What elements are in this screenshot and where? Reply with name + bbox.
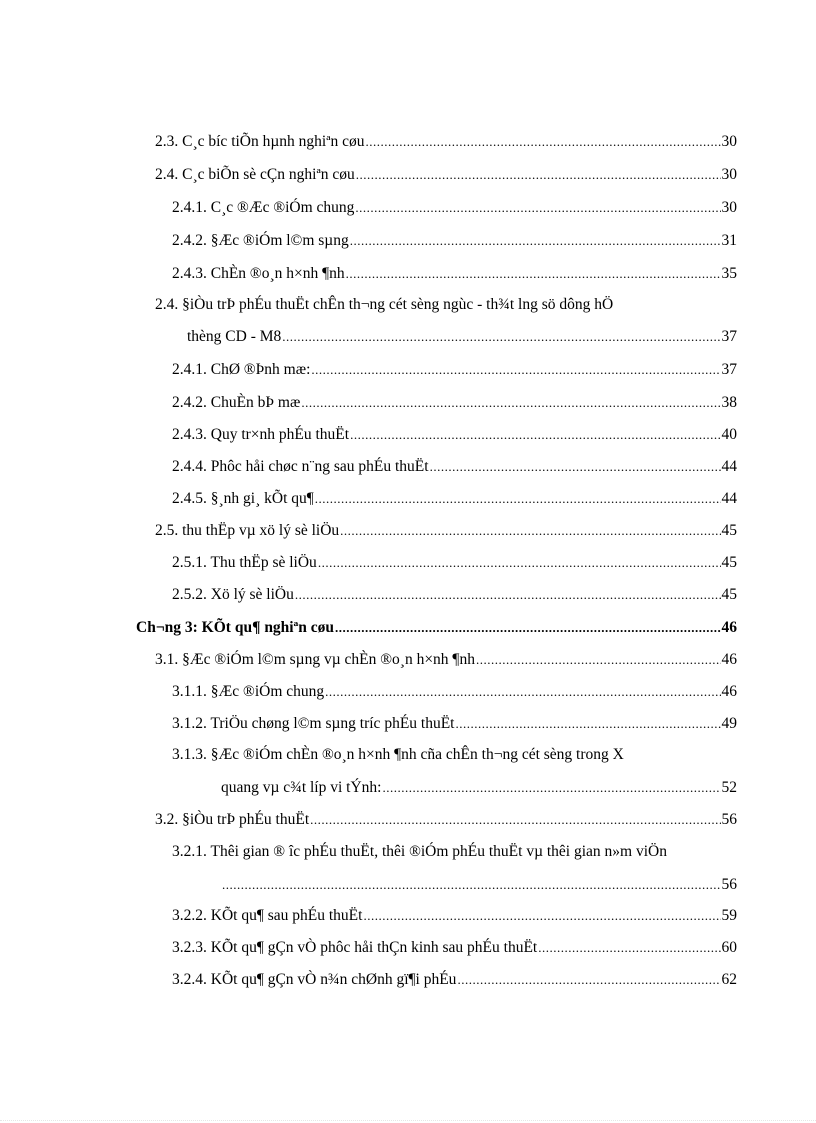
toc-entry-2-4-3: 2.4.3. ChÈn ®o¸n h×nh ¶nh ..... 35 bbox=[172, 265, 737, 283]
toc-entry-2-4-1b: 2.4.1. ChØ ®Þnh mæ: ..... 37 bbox=[172, 361, 737, 379]
toc-entry-2-5-1: 2.5.1. Thu thËp sè liÖu ..... 45 bbox=[172, 554, 737, 572]
toc-entry-2-4-2: 2.4.2. §Æc ®iÓm l©m sµng ..... 31 bbox=[172, 232, 737, 250]
toc-entry-3-1-3-line2: quang vµ c¾t líp vi tÝnh: ..... 52 bbox=[221, 779, 737, 797]
toc-entry-2-4-surgery-line1: 2.4. §iÒu trÞ phÉu thuËt chÊn th¬ng cét sèng ngùc - th¾t lng sö dông hÖ bbox=[155, 296, 614, 313]
toc-entry-3-2-3: 3.2.3. KÕt qu¶ gÇn vÒ phôc håi thÇn kinh sau phÉu thuËt ..... 60 bbox=[172, 939, 737, 957]
toc-entry-3-2: 3.2. §iÒu trÞ phÉu thuËt ..... 56 bbox=[155, 811, 737, 829]
toc-entry-2-4-5: 2.4.5. §¸nh gi¸ kÕt qu¶ ..... 44 bbox=[172, 490, 737, 508]
toc-entry-2-4-4: 2.4.4. Phôc håi chøc n¨ng sau phÉu thuËt ..... 44 bbox=[172, 458, 737, 476]
toc-entry-2-4-3b: 2.4.3. Quy tr×nh phÉu thuËt ..... 40 bbox=[172, 426, 737, 444]
toc-entry-3-2-1-line2: ..... 56 bbox=[221, 876, 737, 894]
toc-entry-3-1-1: 3.1.1. §Æc ®iÓm chung ..... 46 bbox=[172, 683, 737, 701]
toc-entry-3-1-3-line1: 3.1.3. §Æc ®iÓm chÈn ®o¸n h×nh ¶nh cña chÊn th¬ng cét sèng trong X bbox=[172, 746, 624, 763]
toc-entry-2-3: 2.3. C¸c bíc tiÕn hµnh nghiªn cøu ..... 30 bbox=[155, 133, 737, 151]
toc-entry-2-4: 2.4. C¸c biÕn sè cÇn nghiªn cøu ..... 30 bbox=[155, 166, 737, 184]
toc-entry-3-1: 3.1. §Æc ®iÓm l©m sµng vµ chÈn ®o¸n h×nh ¶nh ..... 46 bbox=[155, 651, 737, 669]
toc-entry-3-2-2: 3.2.2. KÕt qu¶ sau phÉu thuËt ..... 59 bbox=[172, 907, 737, 925]
toc-chapter-3: Ch¬ng 3: KÕt qu¶ nghiªn cøu ..... 46 bbox=[136, 619, 737, 637]
toc-entry-2-4-surgery-line2: thèng CD - M8 ..... 37 bbox=[187, 328, 737, 346]
page-bottom-edge bbox=[0, 1120, 816, 1122]
toc-entry-2-4-1: 2.4.1. C¸c ®Æc ®iÓm chung ..... 30 bbox=[172, 199, 737, 217]
toc-entry-3-1-2: 3.1.2. TriÖu chøng l©m sµng tríc phÉu thuËt ..... 49 bbox=[172, 715, 737, 733]
toc-entry-2-4-2b: 2.4.2. ChuÈn bÞ mæ ..... 38 bbox=[172, 394, 737, 412]
toc-entry-2-5: 2.5. thu thËp vµ xö lý sè liÖu ..... 45 bbox=[155, 522, 737, 540]
toc-entry-3-2-4: 3.2.4. KÕt qu¶ gÇn vÒ n¾n chØnh gï¶i phÉu ..... 62 bbox=[172, 971, 737, 989]
toc-entry-2-5-2: 2.5.2. Xö lý sè liÖu ..... 45 bbox=[172, 586, 737, 604]
toc-entry-3-2-1-line1: 3.2.1. Thêi gian ® îc phÉu thuËt, thêi ®iÓm phÉu thuËt vµ thêi gian n»m viÖn bbox=[172, 843, 667, 860]
